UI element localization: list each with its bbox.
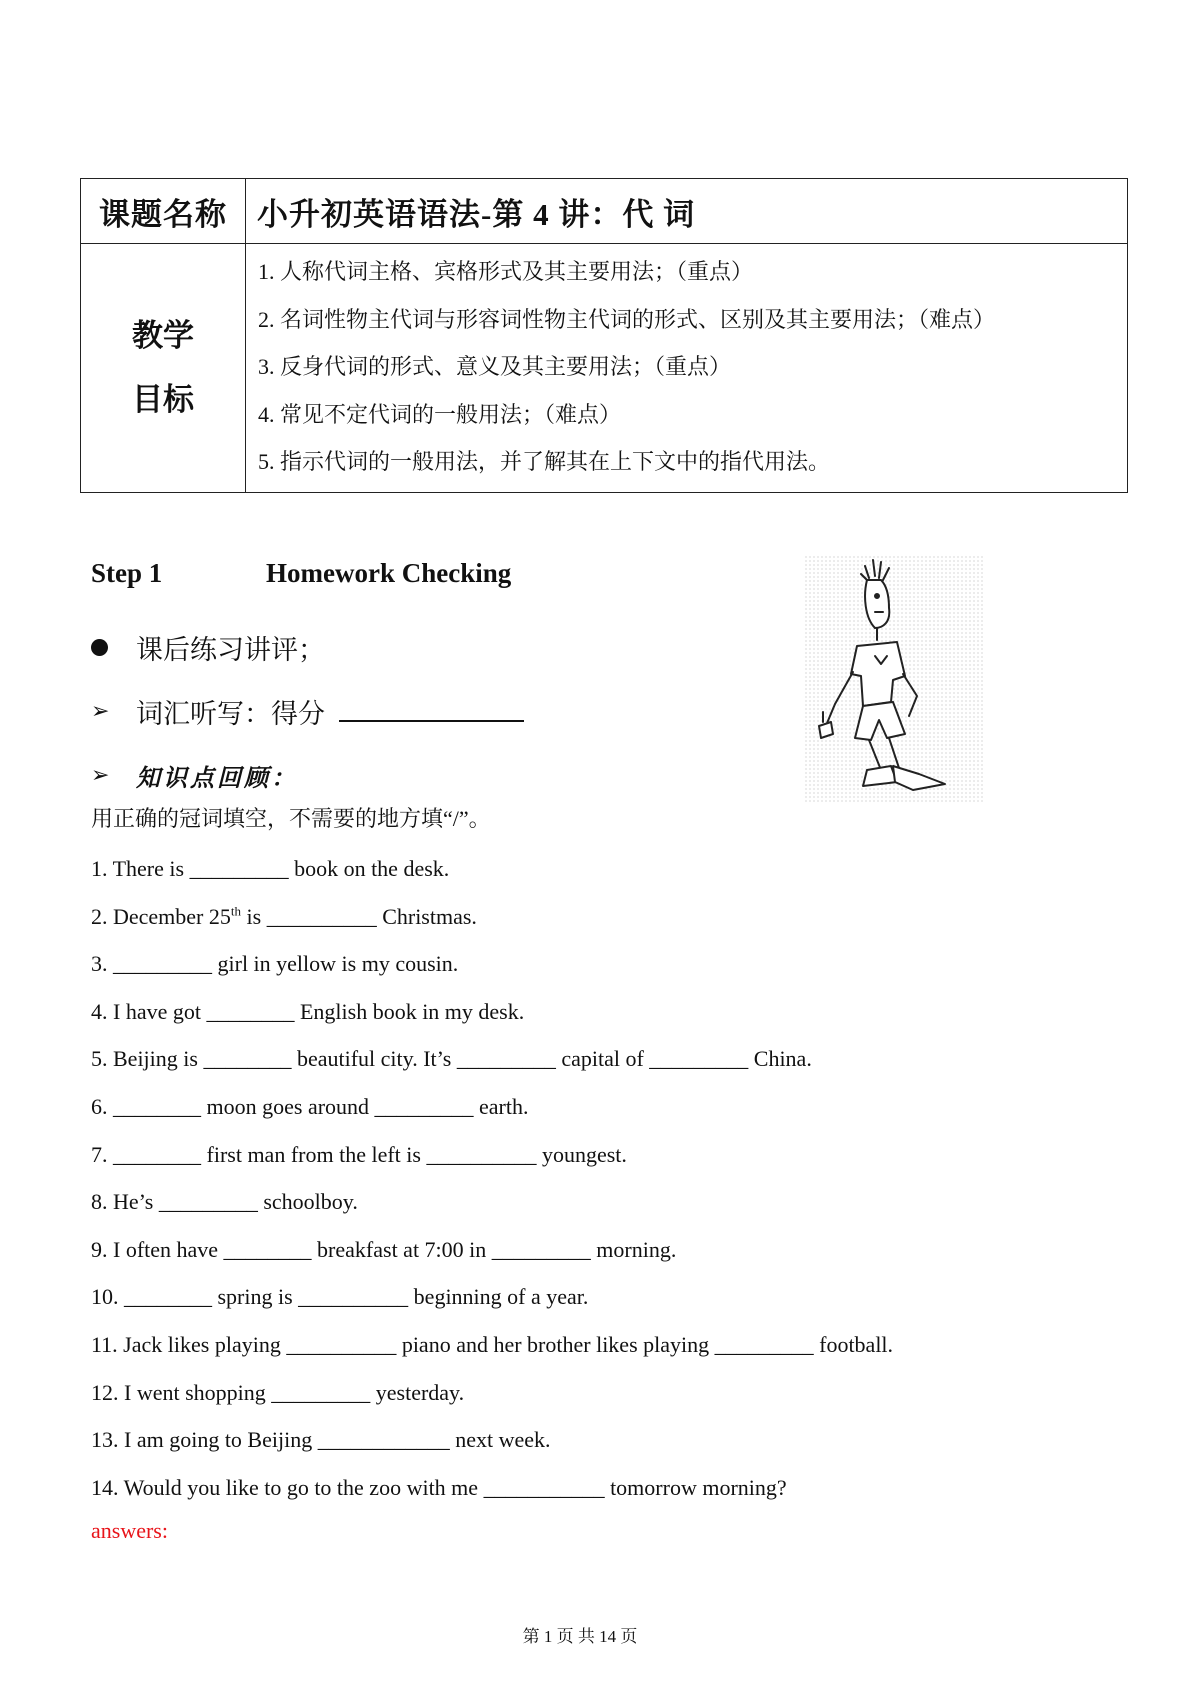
question-text: is __________ Christmas. bbox=[241, 903, 477, 929]
bullet-item bbox=[91, 743, 524, 807]
title-label-cell bbox=[81, 179, 246, 244]
question-item: 11. Jack likes playing __________ piano and her brother likes playing _________ football. bbox=[91, 1331, 894, 1357]
goals-list bbox=[246, 244, 1128, 493]
arrow-bullet-icon: ➢ bbox=[91, 762, 110, 788]
step-heading bbox=[91, 558, 511, 589]
superscript-th: th bbox=[230, 903, 242, 919]
goal-item: 3. 反身代词的形式、意义及其主要用法；（重点） bbox=[258, 354, 732, 379]
page-footer: 第 1 页 共 14 页 bbox=[522, 1627, 638, 1646]
exercise-instruction: 用正确的冠词填空，不需要的地方填“/”。 bbox=[91, 806, 491, 831]
answers-label: answers: bbox=[91, 1518, 168, 1543]
question-item: 7. ________ first man from the left is __________ youngest. bbox=[91, 1141, 627, 1167]
question-text: 2. December 25 bbox=[91, 903, 231, 929]
question-item: 10. ________ spring is __________ beginning of a year. bbox=[91, 1284, 589, 1310]
question-item bbox=[91, 893, 893, 941]
arrow-bullet-icon: ➢ bbox=[91, 698, 110, 724]
cartoon-boy-illustration bbox=[805, 556, 983, 804]
question-item: 3. _________ girl in yellow is my cousin. bbox=[91, 951, 459, 977]
question-item: 1. There is _________ book on the desk. bbox=[91, 856, 450, 881]
bullet-text: 知识点回顾： bbox=[136, 762, 298, 792]
question-item: 9. I often have ________ breakfast at 7:00 in _________ morning. bbox=[91, 1236, 677, 1262]
lesson-title: 小升初英语语法-第 4 讲：代 词 bbox=[257, 196, 696, 232]
bullet-item bbox=[91, 679, 524, 743]
question-item: 8. He’s _________ schoolboy. bbox=[91, 1189, 358, 1215]
title-cell bbox=[246, 179, 1128, 244]
goal-item: 5. 指示代词的一般用法，并了解其在上下文中的指代用法。 bbox=[258, 449, 831, 474]
question-item: 4. I have got ________ English book in my desk. bbox=[91, 998, 525, 1024]
goals-row bbox=[81, 244, 1128, 493]
score-blank bbox=[339, 700, 524, 722]
step-title: Homework Checking bbox=[266, 558, 512, 588]
bullet-text: 词汇听写：得分 bbox=[136, 698, 325, 729]
question-item: 14. Would you like to go to the zoo with me ___________ tomorrow morning? bbox=[91, 1474, 787, 1500]
goals-label-line1: 教学 bbox=[132, 317, 194, 353]
lesson-info-table bbox=[80, 178, 1128, 493]
bullet-item bbox=[91, 615, 524, 679]
question-item: 12. I went shopping _________ yesterday. bbox=[91, 1379, 465, 1405]
step-number: Step 1 bbox=[91, 558, 163, 588]
goal-item: 2. 名词性物主代词与形容词性物主代词的形式、区别及其主要用法；（难点） bbox=[258, 306, 996, 332]
bullet-list bbox=[91, 615, 524, 807]
title-label: 课题名称 bbox=[99, 196, 227, 232]
title-row bbox=[81, 179, 1128, 244]
bullet-dot-icon bbox=[91, 639, 136, 656]
question-item: 6. ________ moon goes around _________ earth. bbox=[91, 1093, 529, 1119]
goal-item: 1. 人称代词主格、宾格形式及其主要用法；（重点） bbox=[258, 259, 754, 284]
question-item: 13. I am going to Beijing ____________ next week. bbox=[91, 1427, 551, 1453]
goals-label-cell bbox=[81, 244, 246, 493]
bullet-text: 课后练习讲评； bbox=[136, 634, 325, 665]
question-item: 5. Beijing is ________ beautiful city. It’s _________ capital of _________ China. bbox=[91, 1046, 812, 1072]
goals-label-line2: 目标 bbox=[132, 381, 194, 417]
exercise-list bbox=[91, 845, 893, 1511]
goal-item: 4. 常见不定代词的一般用法；（难点） bbox=[258, 401, 622, 427]
